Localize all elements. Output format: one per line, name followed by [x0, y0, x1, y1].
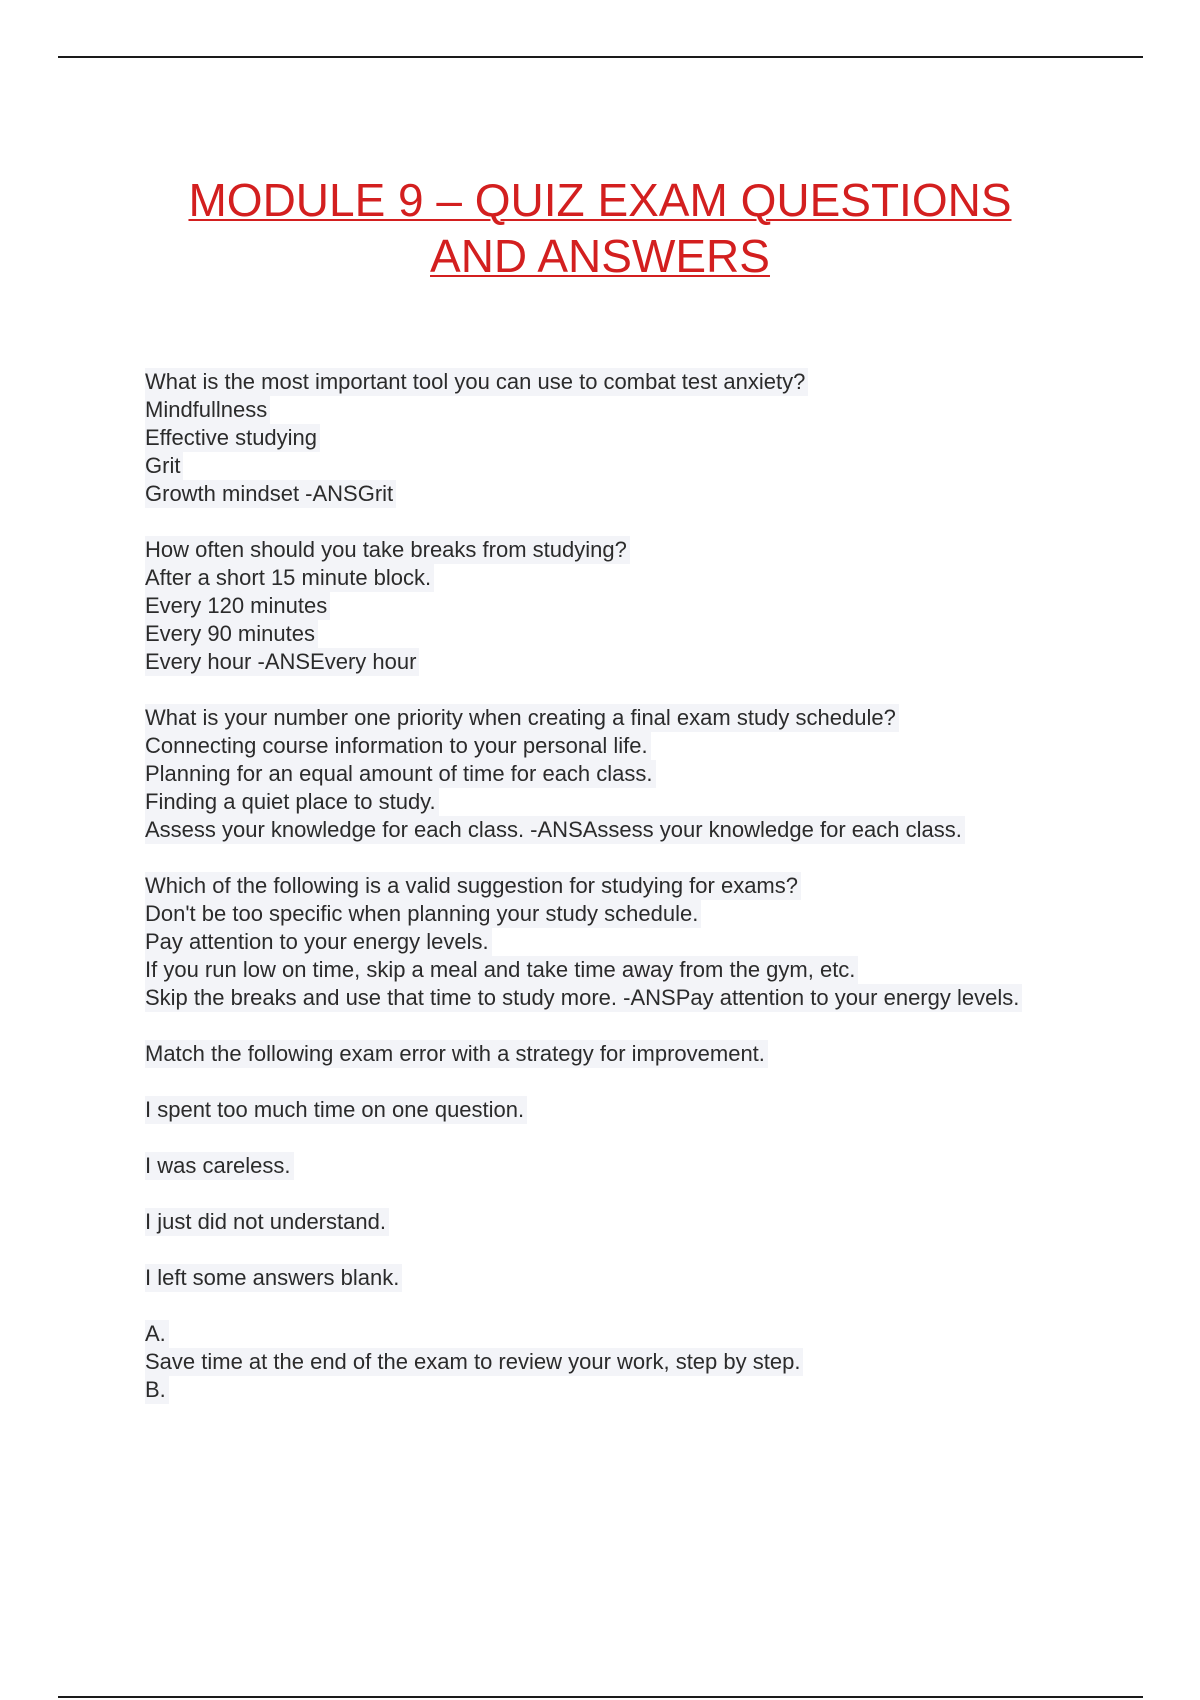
question-text: What is your number one priority when creating a final exam study schedule? — [145, 704, 899, 732]
answer-option: After a short 15 minute block. — [145, 564, 434, 592]
exam-error-item: I spent too much time on one question. — [145, 1096, 527, 1124]
answer-option: Finding a quiet place to study. — [145, 788, 439, 816]
question-block-1 — [145, 368, 1075, 508]
exam-error-item: I just did not understand. — [145, 1208, 389, 1236]
question-text: Which of the following is a valid suggestion for studying for exams? — [145, 872, 801, 900]
answer-option: Every 90 minutes — [145, 620, 318, 648]
question-block-3 — [145, 704, 1075, 844]
match-prompt: Match the following exam error with a strategy for improvement. — [145, 1040, 768, 1068]
question-text: How often should you take breaks from studying? — [145, 536, 630, 564]
answer-option: Growth mindset -ANSGrit — [145, 480, 396, 508]
answer-option: Grit — [145, 452, 183, 480]
answer-option: Mindfullness — [145, 396, 270, 424]
question-text: What is the most important tool you can use to combat test anxiety? — [145, 368, 808, 396]
strategy-label-a: A. — [145, 1320, 169, 1348]
answer-option: Every hour -ANSEvery hour — [145, 648, 419, 676]
title-line-2: AND ANSWERS — [430, 230, 770, 282]
strategy-text-a: Save time at the end of the exam to review your work, step by step. — [145, 1348, 803, 1376]
answer-option: Effective studying — [145, 424, 320, 452]
header-rule — [58, 56, 1143, 58]
answer-option: Assess your knowledge for each class. -ANSAssess your knowledge for each class. — [145, 816, 965, 844]
question-block-4 — [145, 872, 1075, 1012]
document-body — [145, 368, 1075, 1404]
answer-option: Connecting course information to your personal life. — [145, 732, 651, 760]
exam-error-item: I was careless. — [145, 1152, 294, 1180]
document-title — [0, 172, 1200, 284]
footer-rule — [58, 1696, 1143, 1698]
question-block-2 — [145, 536, 1075, 676]
exam-error-item: I left some answers blank. — [145, 1264, 402, 1292]
answer-option: Planning for an equal amount of time for each class. — [145, 760, 656, 788]
match-question-block — [145, 1040, 1075, 1404]
answer-option: Don't be too specific when planning your study schedule. — [145, 900, 701, 928]
answer-option: Skip the breaks and use that time to study more. -ANSPay attention to your energy levels. — [145, 984, 1022, 1012]
title-line-1: MODULE 9 – QUIZ EXAM QUESTIONS — [188, 174, 1012, 226]
answer-option: If you run low on time, skip a meal and take time away from the gym, etc. — [145, 956, 858, 984]
answer-option: Pay attention to your energy levels. — [145, 928, 492, 956]
strategy-label-b: B. — [145, 1376, 169, 1404]
answer-option: Every 120 minutes — [145, 592, 330, 620]
